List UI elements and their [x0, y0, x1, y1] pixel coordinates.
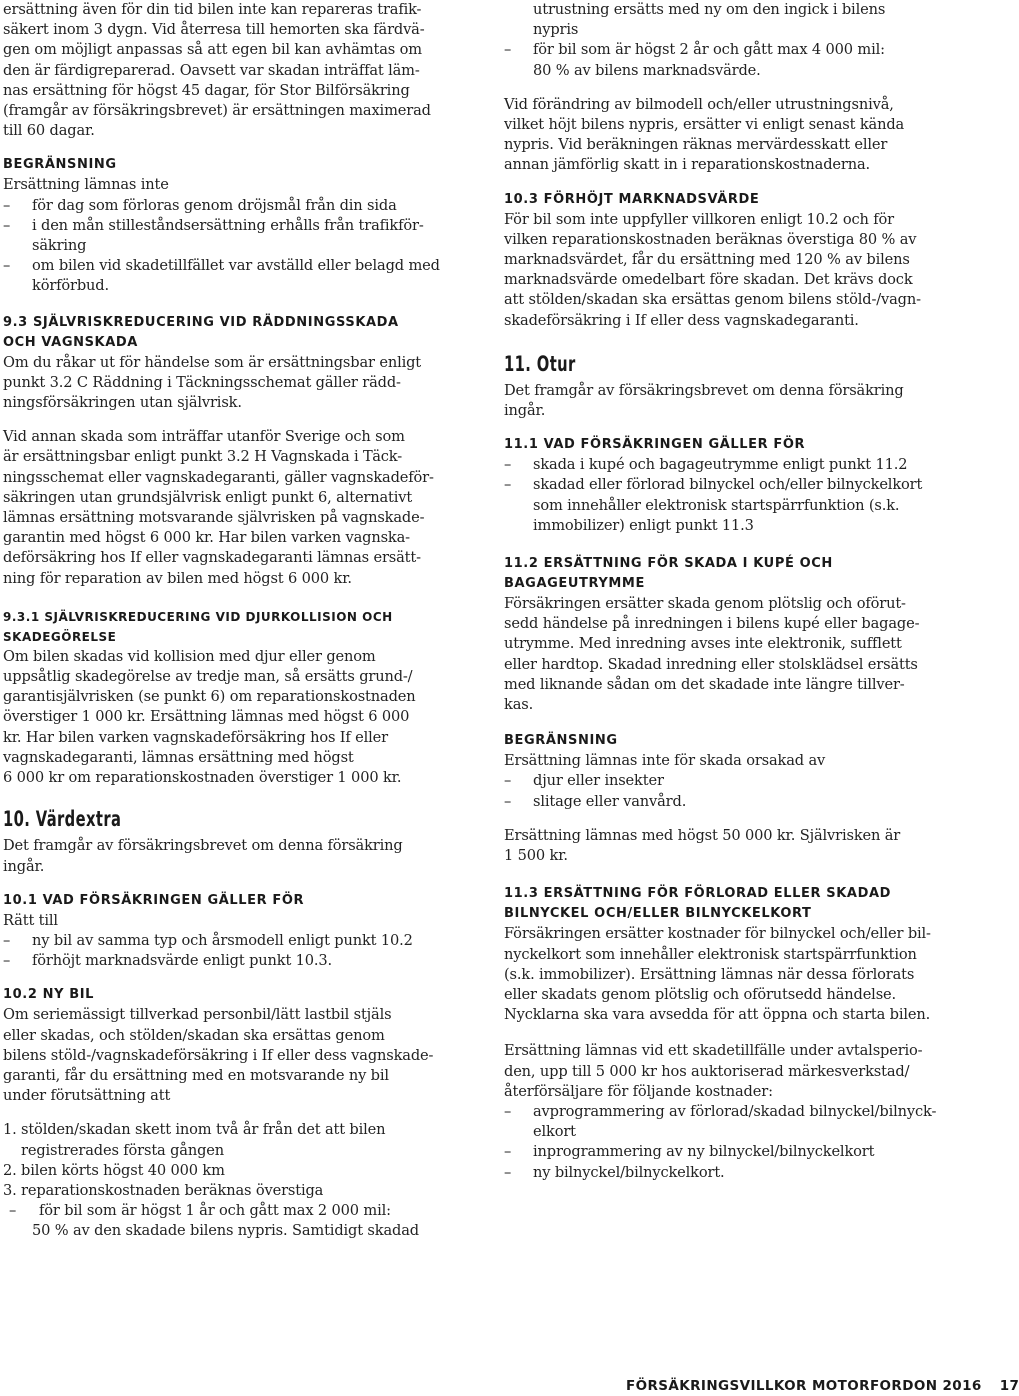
list-item-text: immobilizer) enligt punkt 11.3: [533, 516, 754, 534]
text-line: att stölden/skadan ska ersättas genom bilens stöld-/vagn-: [504, 291, 921, 309]
text-line: säkringen utan grundsjälvrisk enligt punkt 6, alternativt: [3, 488, 413, 506]
text-line: Det framgår av försäkringsbrevet om denna försäkring: [3, 837, 403, 855]
text-line: Vid förändring av bilmodell och/eller utrustningsnivå,: [504, 95, 894, 113]
list-item-text: registrerades första gången: [21, 1141, 224, 1159]
chapter-heading-10: 10. Värdextra: [3, 807, 122, 832]
text-line: eller skadats genom plötslig och oförutsedd händelse.: [504, 985, 897, 1003]
list-item-text: körförbud.: [32, 277, 109, 295]
text-line: 6 000 kr om reparationskostnaden överstiger 1 000 kr.: [3, 769, 402, 787]
dash-list-item: [3, 276, 431, 296]
text-line: är ersättningsbar enligt punkt 3.2 H Vagnskada i Täck-: [3, 448, 402, 466]
page-footer: [626, 1378, 1019, 1394]
text-line: För bil som inte uppfyller villkoren enligt 10.2 och för: [504, 210, 894, 228]
text-line: utrymme. Med inredning avses inte elektronik, sufflett: [504, 635, 902, 653]
text-line: utrustning ersätts med ny om den ingick i bilens: [533, 1, 886, 18]
list-item-text: i den mån stilleståndsersättning erhålls från trafikför-: [32, 216, 424, 234]
text-line: Försäkringen ersätter kostnader för bilnyckel och/eller bil-: [504, 925, 931, 943]
list-intro: Rätt till: [3, 911, 58, 929]
section-heading-11-1: 11.1 VAD FÖRSÄKRINGEN GÄLLER FÖR: [504, 437, 806, 453]
list-item-text: förhöjt marknadsvärde enligt punkt 10.3.: [32, 952, 333, 970]
chapter-heading-11: 11. Otur: [504, 351, 576, 376]
list-item-text: ny bilnyckel/bilnyckelkort.: [533, 1163, 725, 1181]
text-line: (framgår av försäkringsbrevet) är ersättningen maximerad: [3, 102, 431, 120]
section-heading-9-3: 9.3 SJÄLVRISKREDUCERING VID RÄDDNINGSSKADA: [3, 314, 399, 330]
list-marker: –: [3, 931, 11, 949]
dash-list-item: [504, 771, 940, 791]
text-line: ningsschemat eller vagnskadegaranti, gäller vagnskadeför-: [3, 468, 434, 486]
section-heading-9-3-1: 9.3.1 SJÄLVRISKREDUCERING VID DJURKOLLISION OCH: [3, 609, 393, 624]
list-item-text: avprogrammering av förlorad/skadad bilnyckel/bilnyck-: [533, 1102, 937, 1120]
list-marker: –: [504, 1102, 512, 1120]
numbered-list-item: [3, 1141, 431, 1161]
dash-list-item: [504, 455, 940, 475]
section-heading-10-2: 10.2 NY BIL: [3, 987, 95, 1003]
list-intro: Ersättning lämnas inte för skada orsakad av: [504, 752, 826, 770]
section-heading-10-1: 10.1 VAD FÖRSÄKRINGEN GÄLLER FÖR: [3, 892, 305, 908]
text-line: återförsäljare för följande kostnader:: [504, 1082, 773, 1100]
numbered-list-item: [3, 1181, 431, 1201]
list-marker: –: [504, 792, 512, 810]
list-item-text: slitage eller vanvård.: [533, 792, 687, 810]
dash-list-item: [504, 1142, 940, 1162]
text-line: uppsåtlig skadegörelse av tredje man, så ersätts grund-/: [3, 668, 413, 686]
dash-list-item: [3, 951, 431, 971]
text-line: nas ersättning för högst 45 dagar, för Stor Bilförsäkring: [3, 81, 410, 99]
dash-list-item: [504, 1163, 940, 1183]
text-line: (s.k. immobilizer). Ersättning lämnas när dessa förlorats: [504, 965, 915, 983]
numbered-list-item: [3, 1161, 431, 1181]
footer-title: FÖRSÄKRINGSVILLKOR MOTORFORDON 2016: [626, 1378, 982, 1394]
list-intro: Ersättning lämnas inte: [3, 176, 169, 194]
list-item-text: för dag som förloras genom dröjsmål från din sida: [32, 196, 397, 214]
text-line: nypris. Vid beräkningen räknas mervärdesskatt eller: [504, 136, 888, 154]
text-line: till 60 dagar.: [3, 122, 95, 140]
list-item-text: ny bil av samma typ och årsmodell enligt punkt 10.2: [32, 931, 413, 949]
text-line: Om seriemässigt tillverkad personbil/lätt lastbil stjäls: [3, 1006, 392, 1024]
text-line: annan jämförlig skatt in i reparationskostnaderna.: [504, 156, 871, 174]
dash-list-item: [3, 256, 440, 276]
page-number: 17: [999, 1378, 1019, 1394]
text-line: ningsförsäkringen utan självrisk.: [3, 394, 242, 412]
dash-list-item: [3, 236, 431, 256]
text-line: kas.: [504, 696, 534, 714]
section-heading-11-2: BAGAGEUTRYMME: [504, 576, 645, 592]
list-item-text: inprogrammering av ny bilnyckel/bilnyckelkort: [533, 1143, 875, 1161]
sub-dash-list-item: [3, 1221, 431, 1241]
text-line: marknadsvärde omedelbart före skadan. Det krävs dock: [504, 271, 913, 289]
list-marker: –: [504, 476, 512, 494]
text-line: 1 500 kr.: [504, 847, 568, 865]
section-heading-11-2: 11.2 ERSÄTTNING FÖR SKADA I KUPÉ OCH: [504, 556, 833, 572]
left-column: [3, 0, 440, 1242]
dash-list-item: [504, 792, 940, 812]
list-marker: –: [3, 257, 11, 275]
text-line: överstiger 1 000 kr. Ersättning lämnas med högst 6 000: [3, 708, 410, 726]
list-marker: –: [504, 41, 512, 59]
text-line: eller skadas, och stölden/skadan ska ersättas genom: [3, 1026, 385, 1044]
dash-list-item: [3, 196, 431, 216]
text-line: nyckelkort som innehåller elektronisk startspärrfunktion: [504, 945, 917, 963]
section-heading-10-3: 10.3 FÖRHÖJT MARKNADSVÄRDE: [504, 191, 760, 207]
text-line: garanti, får du ersättning med en motsvarande ny bil: [3, 1066, 389, 1084]
text-line: vagnskadegaranti, lämnas ersättning med högst: [3, 748, 354, 766]
list-marker: 2.: [3, 1161, 17, 1179]
text-line: lämnas ersättning motsvarande självrisken på vagnskade-: [3, 509, 425, 527]
section-heading-9-3-1: SKADEGÖRELSE: [3, 629, 117, 644]
dash-list-item: [504, 40, 940, 60]
dash-list-item: [504, 61, 940, 81]
list-item-text: 50 % av den skadade bilens nypris. Samtidigt skadad: [32, 1222, 419, 1240]
section-heading-9-3: OCH VAGNSKADA: [3, 334, 138, 350]
section-heading-11-3: 11.3 ERSÄTTNING FÖR FÖRLORAD ELLER SKADAD: [504, 886, 892, 902]
text-line: Försäkringen ersätter skada genom plötslig och oförut-: [504, 595, 906, 613]
text-line: ersättning även för din tid bilen inte kan repareras trafik-: [3, 1, 422, 18]
text-line: Ersättning lämnas med högst 50 000 kr. Självrisken är: [504, 826, 901, 844]
text-line: nypris: [533, 21, 579, 39]
list-marker: –: [504, 1143, 512, 1161]
list-item-text: skada i kupé och bagageutrymme enligt punkt 11.2: [533, 456, 908, 474]
list-item-text: stölden/skadan skett inom två år från det att bilen: [21, 1121, 386, 1139]
list-item-text: för bil som är högst 1 år och gått max 2 000 mil:: [39, 1202, 391, 1220]
list-marker: –: [504, 772, 512, 790]
text-line: eller hardtop. Skadad inredning eller stolsklädsel ersätts: [504, 655, 918, 673]
list-item-text: bilen körts högst 40 000 km: [21, 1161, 225, 1179]
text-line: garantin med högst 6 000 kr. Har bilen varken vagnska-: [3, 529, 410, 547]
list-item-text: 80 % av bilens marknadsvärde.: [533, 61, 761, 79]
text-line: punkt 3.2 C Räddning i Täckningsschemat gäller rädd-: [3, 373, 401, 391]
list-marker: –: [9, 1202, 17, 1220]
dash-list-item: [3, 216, 431, 236]
list-item-text: reparationskostnaden beräknas överstiga: [21, 1181, 324, 1199]
list-item-text: som innehåller elektronisk startspärrfunktion (s.k.: [533, 496, 900, 514]
text-line: bilens stöld-/vagnskadeförsäkring i If eller dess vagnskade-: [3, 1046, 434, 1064]
list-item-text: skadad eller förlorad bilnyckel och/eller bilnyckelkort: [533, 476, 923, 494]
text-line: den är färdigreparerad. Oavsett var skadan inträffat läm-: [3, 61, 420, 79]
right-column: [504, 0, 940, 1183]
list-item-text: djur eller insekter: [533, 772, 664, 790]
text-line: garantisjälvrisken (se punkt 6) om reparationskostnaden: [3, 688, 416, 706]
list-marker: –: [3, 196, 11, 214]
dash-list-item: [504, 516, 940, 536]
list-marker: –: [504, 1163, 512, 1181]
text-line: ingår.: [3, 857, 45, 875]
list-marker: –: [504, 456, 512, 474]
text-line: skadeförsäkring i If eller dess vagnskadegaranti.: [504, 311, 859, 329]
text-line: ning för reparation av bilen med högst 6 000 kr.: [3, 569, 352, 587]
text-line: marknadsvärdet, får du ersättning med 120 % av bilens: [504, 251, 910, 269]
text-line: Det framgår av försäkringsbrevet om denna försäkring: [504, 381, 904, 399]
text-line: gen om möjligt anpassas så att egen bil kan avhämtas om: [3, 41, 422, 59]
text-line: Nycklarna ska vara avsedda för att öppna och starta bilen.: [504, 1006, 931, 1024]
dash-list-item: [3, 931, 431, 951]
text-line: vilken reparationskostnaden beräknas överstiga 80 % av: [504, 230, 917, 248]
dash-list-item: [504, 475, 940, 495]
text-line: med liknande sådan om det skadade inte längre tillver-: [504, 675, 905, 693]
text-line: deförsäkring hos If eller vagnskadegaranti lämnas ersätt-: [3, 549, 421, 567]
text-line: Vid annan skada som inträffar utanför Sverige och som: [3, 428, 405, 446]
section-heading-begransning: BEGRÄNSNING: [504, 733, 618, 749]
text-line: Om du råkar ut för händelse som är ersättningsbar enligt: [3, 353, 422, 371]
numbered-list-item: [3, 1120, 431, 1140]
text-line: sedd händelse på inredningen i bilens kupé eller bagage-: [504, 615, 920, 633]
section-heading-11-3: BILNYCKEL OCH/ELLER BILNYCKELKORT: [504, 906, 812, 922]
dash-list-item: [504, 496, 940, 516]
text-line: under förutsättning att: [3, 1087, 171, 1105]
list-marker: –: [3, 952, 11, 970]
text-line: säkert inom 3 dygn. Vid återresa till hemorten ska färdvä-: [3, 21, 425, 39]
list-item-text: om bilen vid skadetillfället var avställd eller belagd med: [32, 257, 440, 275]
text-line: ingår.: [504, 402, 546, 420]
text-line: vilket höjt bilens nypris, ersätter vi enligt senast kända: [504, 116, 905, 134]
list-marker: 3.: [3, 1181, 17, 1199]
list-marker: 1.: [3, 1121, 17, 1139]
text-line: Ersättning lämnas vid ett skadetillfälle under avtalsperio-: [504, 1042, 923, 1060]
dash-list-item: [504, 1102, 940, 1122]
list-item-text: elkort: [533, 1123, 576, 1141]
section-heading-begransning: BEGRÄNSNING: [3, 157, 117, 173]
dash-list-item: [504, 1122, 940, 1142]
list-marker: –: [3, 216, 11, 234]
text-line: Om bilen skadas vid kollision med djur eller genom: [3, 647, 376, 665]
list-item-text: säkring: [32, 237, 87, 255]
sub-dash-list-item: [3, 1201, 431, 1221]
list-item-text: för bil som är högst 2 år och gått max 4 000 mil:: [533, 41, 885, 59]
text-line: kr. Har bilen varken vagnskadeförsäkring hos If eller: [3, 728, 388, 746]
text-line: den, upp till 5 000 kr hos auktoriserad märkesverkstad/: [504, 1062, 910, 1080]
